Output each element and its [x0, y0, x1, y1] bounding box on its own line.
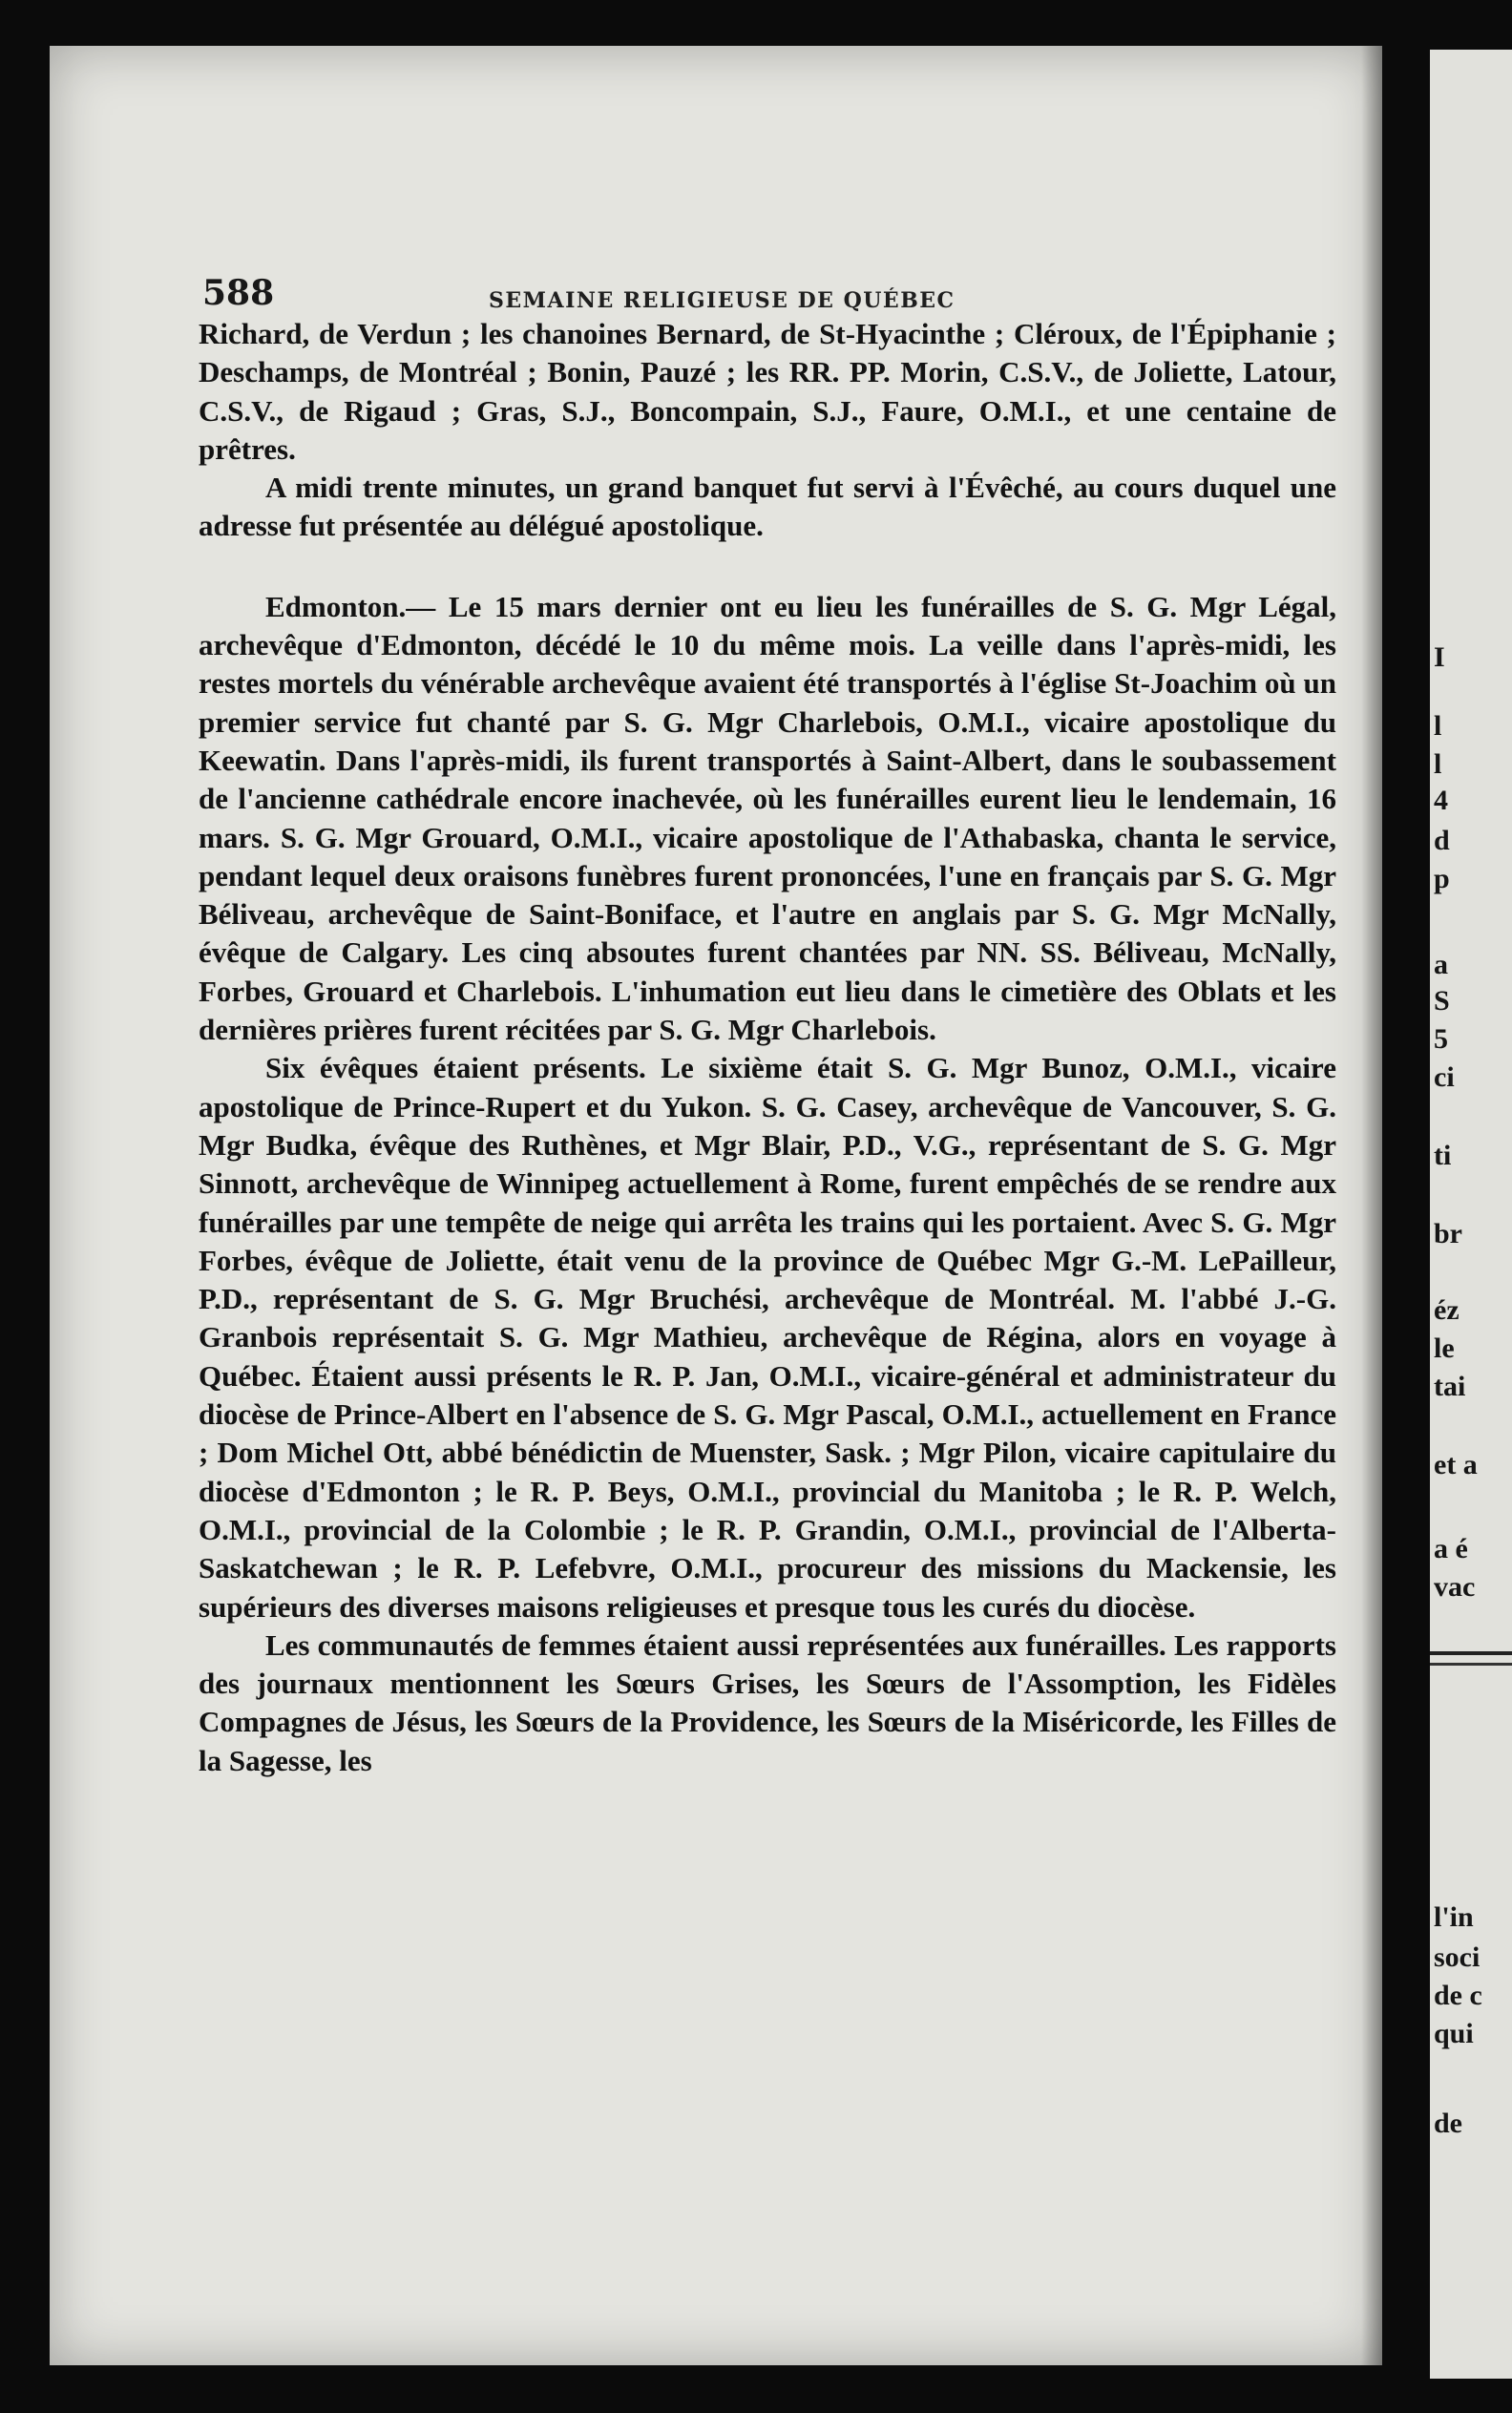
right-fragment: soci	[1434, 1941, 1480, 1973]
right-fragment: p	[1434, 863, 1450, 894]
paragraph-3-text: — Le 15 mars dernier ont eu lieu les funérailles de S. G. Mgr Légal, archevêque d'Edmonton, décédé le 10 du même mois. La veille dans l'après-midi, les restes mortels du vénérable archevêque avaient été transportés à l'église St-Joachim où un premier service fut chanté par S. G. Mgr Charlebois, O.M.I., vicaire apostolique du Keewatin. Dans l'après-midi, ils furent transportés à Saint-Albert, dans le soubassement de l'ancienne cathédrale encore inachevée, où les funérailles eurent lieu le lendemain, 16 mars. S. G. Mgr Grouard, O.M.I., vicaire apostolique de l'Athabaska, chanta le service, pendant lequel deux oraisons funèbres furent prononcées, l'une en français par S. G. Mgr Béliveau, archevêque de Saint-Boniface, et l'autre en anglais par S. G. Mgr McNally, évêque de Calgary. Les cinq absoutes furent chantées par NN. SS. Béliveau, McNally, Forbes, Grouard et Charlebois. L'inhumation eut lieu dans le cimetière des Oblats et les dernières prières furent récitées par S. G. Mgr Charlebois.	[199, 589, 1336, 1047]
right-fragment: qui	[1434, 2018, 1474, 2049]
right-rule	[1430, 1663, 1512, 1666]
right-fragment: le	[1434, 1332, 1455, 1364]
right-fragment: d	[1434, 825, 1450, 856]
paragraph-1: Richard, de Verdun ; les chanoines Bernard, de St-Hyacinthe ; Cléroux, de l'Épiphanie ; Deschamps, de Montréal ; Bonin, Pauzé ; les RR. PP. Morin, C.S.V., de Joliette, Latour, C.S.V., de Rigaud ; Gras, S.J., Boncompain, S.J., Faure, O.M.I., et une centaine de prêtres.	[199, 317, 1336, 466]
paragraph-5: Les communautés de femmes étaient aussi représentées aux funérailles. Les rapports des journaux mentionnent les Sœurs Grises, les Sœurs de l'Assomption, les Fidèles Compagnes de Jésus, les Sœurs de la Providence, les Sœurs de la Miséricorde, les Filles de la Sagesse, les	[199, 1627, 1336, 1777]
paragraph-edmonton	[199, 588, 1336, 1050]
body-text	[199, 315, 1336, 1780]
right-rule	[1430, 1651, 1512, 1655]
right-fragment: br	[1434, 1218, 1462, 1249]
right-fragment: l	[1434, 710, 1442, 742]
right-page-edge	[1430, 50, 1512, 2379]
right-fragment: l	[1434, 748, 1442, 780]
right-fragment: I	[1434, 641, 1445, 673]
paragraph-4: Six évêques étaient présents. Le sixième était S. G. Mgr Bunoz, O.M.I., vicaire apostolique de Prince-Rupert et du Yukon. S. G. Casey, archevêque de Vancouver, S. G. Mgr Budka, évêque des Ruthènes, et Mgr Blair, P.D., V.G., représentant de S. G. Mgr Sinnott, archevêque de Winnipeg actuellement à Rome, furent empêchés de se rendre aux funérailles par une tempête de neige qui arrêta les trains qui les portaient. Avec S. G. Mgr Forbes, évêque de Joliette, était venu de la province de Québec Mgr G.-M. LePailleur, P.D., représentant de S. G. Mgr Bruchési, archevêque de Montréal. M. l'abbé J.-G. Granbois représentait S. G. Mgr Mathieu, archevêque de Régina, alors en voyage à Québec. Étaient aussi présents le R. P. Jan, O.M.I., vicaire-général et administrateur du diocèse de Prince-Albert en l'absence de S. G. Mgr Pascal, O.M.I., actuellement en France ; Dom Michel Ott, abbé bénédictin de Muenster, Sask. ; Mgr Pilon, vicaire capitulaire du diocèse d'Edmonton ; le R. P. Beys, O.M.I., provincial du Manitoba ; le R. P. Welch, O.M.I., provincial de la Colombie ; le R. P. Grandin, O.M.I., provincial de l'Alberta-Saskatchewan ; le R. P. Lefebvre, O.M.I., procureur des missions du Mackensie, les supérieurs des diverses maisons religieuses et presque tous les curés du diocèse.	[199, 1051, 1336, 1624]
right-fragment: 5	[1434, 1023, 1448, 1055]
right-fragment: 4	[1434, 785, 1448, 816]
right-fragment: l'in	[1434, 1901, 1474, 1933]
right-fragment: vac	[1434, 1571, 1476, 1603]
right-fragment: ti	[1434, 1140, 1452, 1171]
right-fragment: de	[1434, 2108, 1462, 2139]
right-fragment: ci	[1434, 1061, 1455, 1093]
right-fragment: et a	[1434, 1449, 1478, 1480]
right-fragment: éz	[1434, 1294, 1460, 1326]
page-number: 588	[202, 273, 275, 313]
right-fragment: a	[1434, 949, 1448, 980]
running-head: SEMAINE RELIGIEUSE DE QUÉBEC	[489, 288, 956, 313]
section-lead: Edmonton.	[265, 589, 407, 623]
right-fragment: de c	[1434, 1980, 1482, 2011]
paragraph-2: A midi trente minutes, un grand banquet fut servi à l'Évêché, au cours duquel une adresse fut présentée au délégué apostolique.	[199, 471, 1336, 543]
right-fragment: tai	[1434, 1371, 1466, 1402]
right-fragment: S	[1434, 985, 1450, 1017]
right-fragment: a é	[1434, 1533, 1468, 1564]
